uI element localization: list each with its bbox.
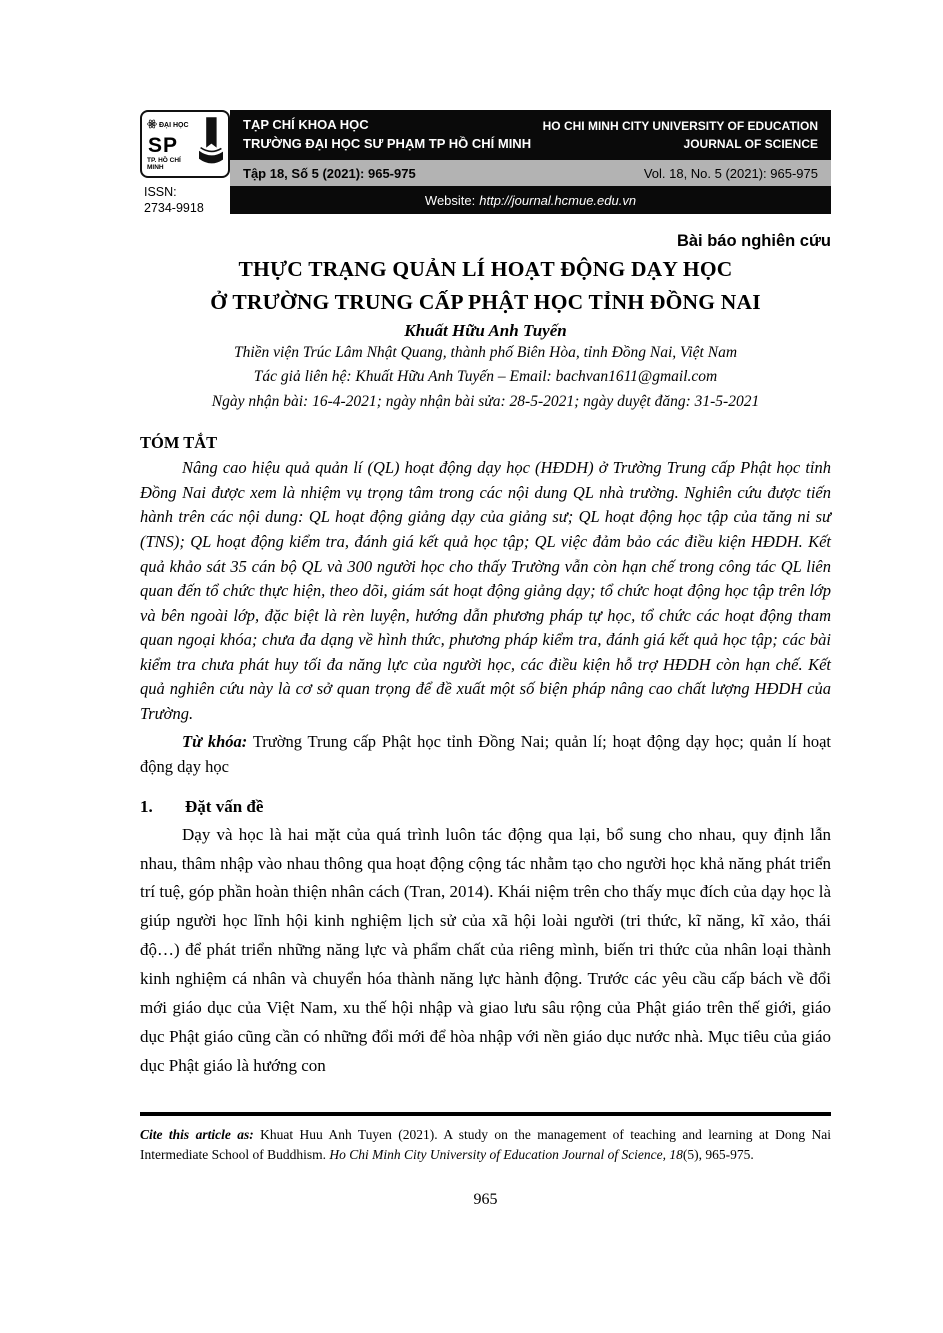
article-category: Bài báo nghiên cứu — [676, 232, 831, 251]
logo-text-block — [147, 117, 199, 171]
page-number: 965 — [473, 1191, 498, 1209]
section-1-heading — [140, 797, 831, 817]
citation-note — [140, 1125, 831, 1167]
journal-name-en — [543, 117, 818, 153]
page-content — [140, 0, 831, 1081]
article-history: Ngày nhận bài: 16-4-2021; ngày nhận bài sửa: 28-5-2021; ngày duyệt đăng: 31-5-2021 — [211, 392, 760, 410]
citation-tail: (5), 965-975. — [682, 1147, 754, 1163]
logo-sp-label: SP — [148, 134, 179, 157]
article-title-line2: Ở TRƯỜNG TRUNG CẤP PHẬT HỌC TỈNH ĐỒNG NAI — [210, 289, 761, 314]
section-1-number: 1. — [140, 796, 153, 816]
article-title-line1: THỰC TRẠNG QUẢN LÍ HOẠT ĐỘNG DẠY HỌC — [238, 257, 733, 282]
journal-name-vi-line2: TRƯỜNG ĐẠI HỌC SƯ PHẠM TP HỒ CHÍ MINH — [243, 136, 532, 151]
abstract-text: Nâng cao hiệu quả quản lí (QL) hoạt động dạy học (HĐDH) ở Trường Trung cấp Phật học tỉnh Đồng Nai được xem là nhiệm vụ trọng tâm trong các nội dung QL nhà trường. Nghiên cứu được tiến hành trên các nội dung: QL hoạt động giảng dạy của giảng sư; QL hoạt động học tập của tăng ni sư (TNS); QL hoạt động kiểm tra, đánh giá kết quả học tập; QL việc đảm bảo các điều kiện HĐDH. Kết quả khảo sát 35 cán bộ QL và 300 người học cho thấy Trường vẫn còn hạn chế trong công tác QL liên quan đến tổ chức thực hiện, theo dõi, giám sát hoạt động giảng dạy; tổ chức hoạt động học tập trên lớp và bên ngoài lớp, đặc biệt là rèn luyện, hướng dẫn phương pháp tự học, tổ chức các hoạt động tham quan ngoại khóa; chưa đa dạng về hình thức, phương pháp kiểm tra, đánh giá kết quả học tập; các bài kiểm tra chưa phát huy tối đa năng lực của người học, các điều kiện hỗ trợ HĐDH còn hạn chế. Kết quả nghiên cứu này là cơ sở quan trọng để đề xuất một số biện pháp nâng cao chất lượng HĐDH của Trường. — [140, 458, 831, 723]
journal-name-en-line2: JOURNAL OF SCIENCE — [683, 137, 818, 151]
journal-name-en-line1: HO CHI MINH CITY UNIVERSITY OF EDUCATION — [542, 119, 818, 133]
author-name: Khuất Hữu Anh Tuyến — [404, 320, 567, 340]
book-icon — [199, 117, 223, 172]
footer-divider — [140, 1112, 831, 1116]
website-bar — [230, 186, 831, 214]
logo-head-row — [147, 117, 199, 133]
keywords-text: Trường Trung cấp Phật học tỉnh Đồng Nai; quản lí; hoạt động dạy học; quản lí hoạt động dạy học — [140, 731, 831, 777]
atom-icon — [147, 117, 157, 133]
volume-info-en: Vol. 18, No. 5 (2021): 965-975 — [643, 165, 818, 181]
logo-city-label: TP. HỒ CHÍ MINH — [147, 157, 181, 171]
journal-name-band — [230, 110, 831, 160]
masthead-left-column — [140, 110, 230, 216]
issn-label: ISSN: — [144, 185, 177, 199]
keywords-line — [140, 729, 831, 780]
citation-body: Khuat Huu Anh Tuyen (2021). A study on the management of teaching and learning at Dong Nai Intermediate School of Buddhism. — [140, 1126, 832, 1163]
issn-block — [140, 178, 230, 216]
section-1-title: Đặt vấn đề — [185, 796, 264, 816]
journal-masthead — [140, 110, 831, 216]
journal-name-vi — [243, 116, 531, 154]
section-1-paragraph: Dạy và học là hai mặt của quá trình luôn tác động qua lại, bổ sung cho nhau, quy định lẫn nhau, thâm nhập vào nhau thông qua hoạt động cộng tác nhằm tạo cho người học khả năng phát triển trí tuệ, góp phần hoàn thiện nhân cách (Tran, 2014). Khái niệm trên cho thấy mục đích của dạy học là giúp người học lĩnh hội kinh nghiệm lịch sử của xã hội loài người (tri thức, kĩ năng, kĩ xảo, thái độ…) để phát triển những năng lực và phẩm chất của riêng mình, biến tri thức của nhân loại thành kinh nghiệm cá nhân và chuyển hóa thành năng lực hành động. Trước các yêu cầu cấp bách về đổi mới giáo dục của Việt Nam, xu thế hội nhập và giao lưu sâu rộng của Phật giáo trên thế giới, giáo dục Phật giáo cũng cần có những đổi mới để hòa nhập với nền giáo dục nước nhà. Mục tiêu của giáo dục Phật giáo là hướng con — [140, 824, 831, 1075]
volume-band — [230, 160, 831, 186]
citation-label: Cite this article as: — [140, 1126, 254, 1142]
website-label: Website: — [424, 192, 476, 208]
issn-value: 2734-9918 — [144, 200, 204, 215]
article-title — [140, 253, 831, 318]
keywords-label: Từ khóa: — [182, 731, 248, 751]
page-footer — [140, 1112, 831, 1209]
abstract-heading: TÓM TẮT — [140, 433, 218, 453]
citation-journal: Ho Chi Minh City University of Education Journal of Science, 18 — [329, 1147, 683, 1163]
affiliation: Thiền viện Trúc Lâm Nhật Quang, thành phố Biên Hòa, tỉnh Đồng Nai, Việt Nam — [233, 343, 738, 361]
hcmue-logo — [140, 110, 230, 178]
logo-dai-hoc-label: ĐẠI HỌC — [159, 121, 189, 129]
volume-info-vi: Tập 18, Số 5 (2021): 965-975 — [243, 165, 416, 181]
masthead-right-column — [230, 110, 831, 216]
journal-name-vi-line1: TẠP CHÍ KHOA HỌC — [243, 117, 369, 133]
website-url[interactable]: http://journal.hcmue.edu.vn — [479, 192, 637, 208]
correspondence-line: Tác giả liên hệ: Khuất Hữu Anh Tuyến – Email: bachvan1611@gmail.com — [253, 368, 718, 386]
